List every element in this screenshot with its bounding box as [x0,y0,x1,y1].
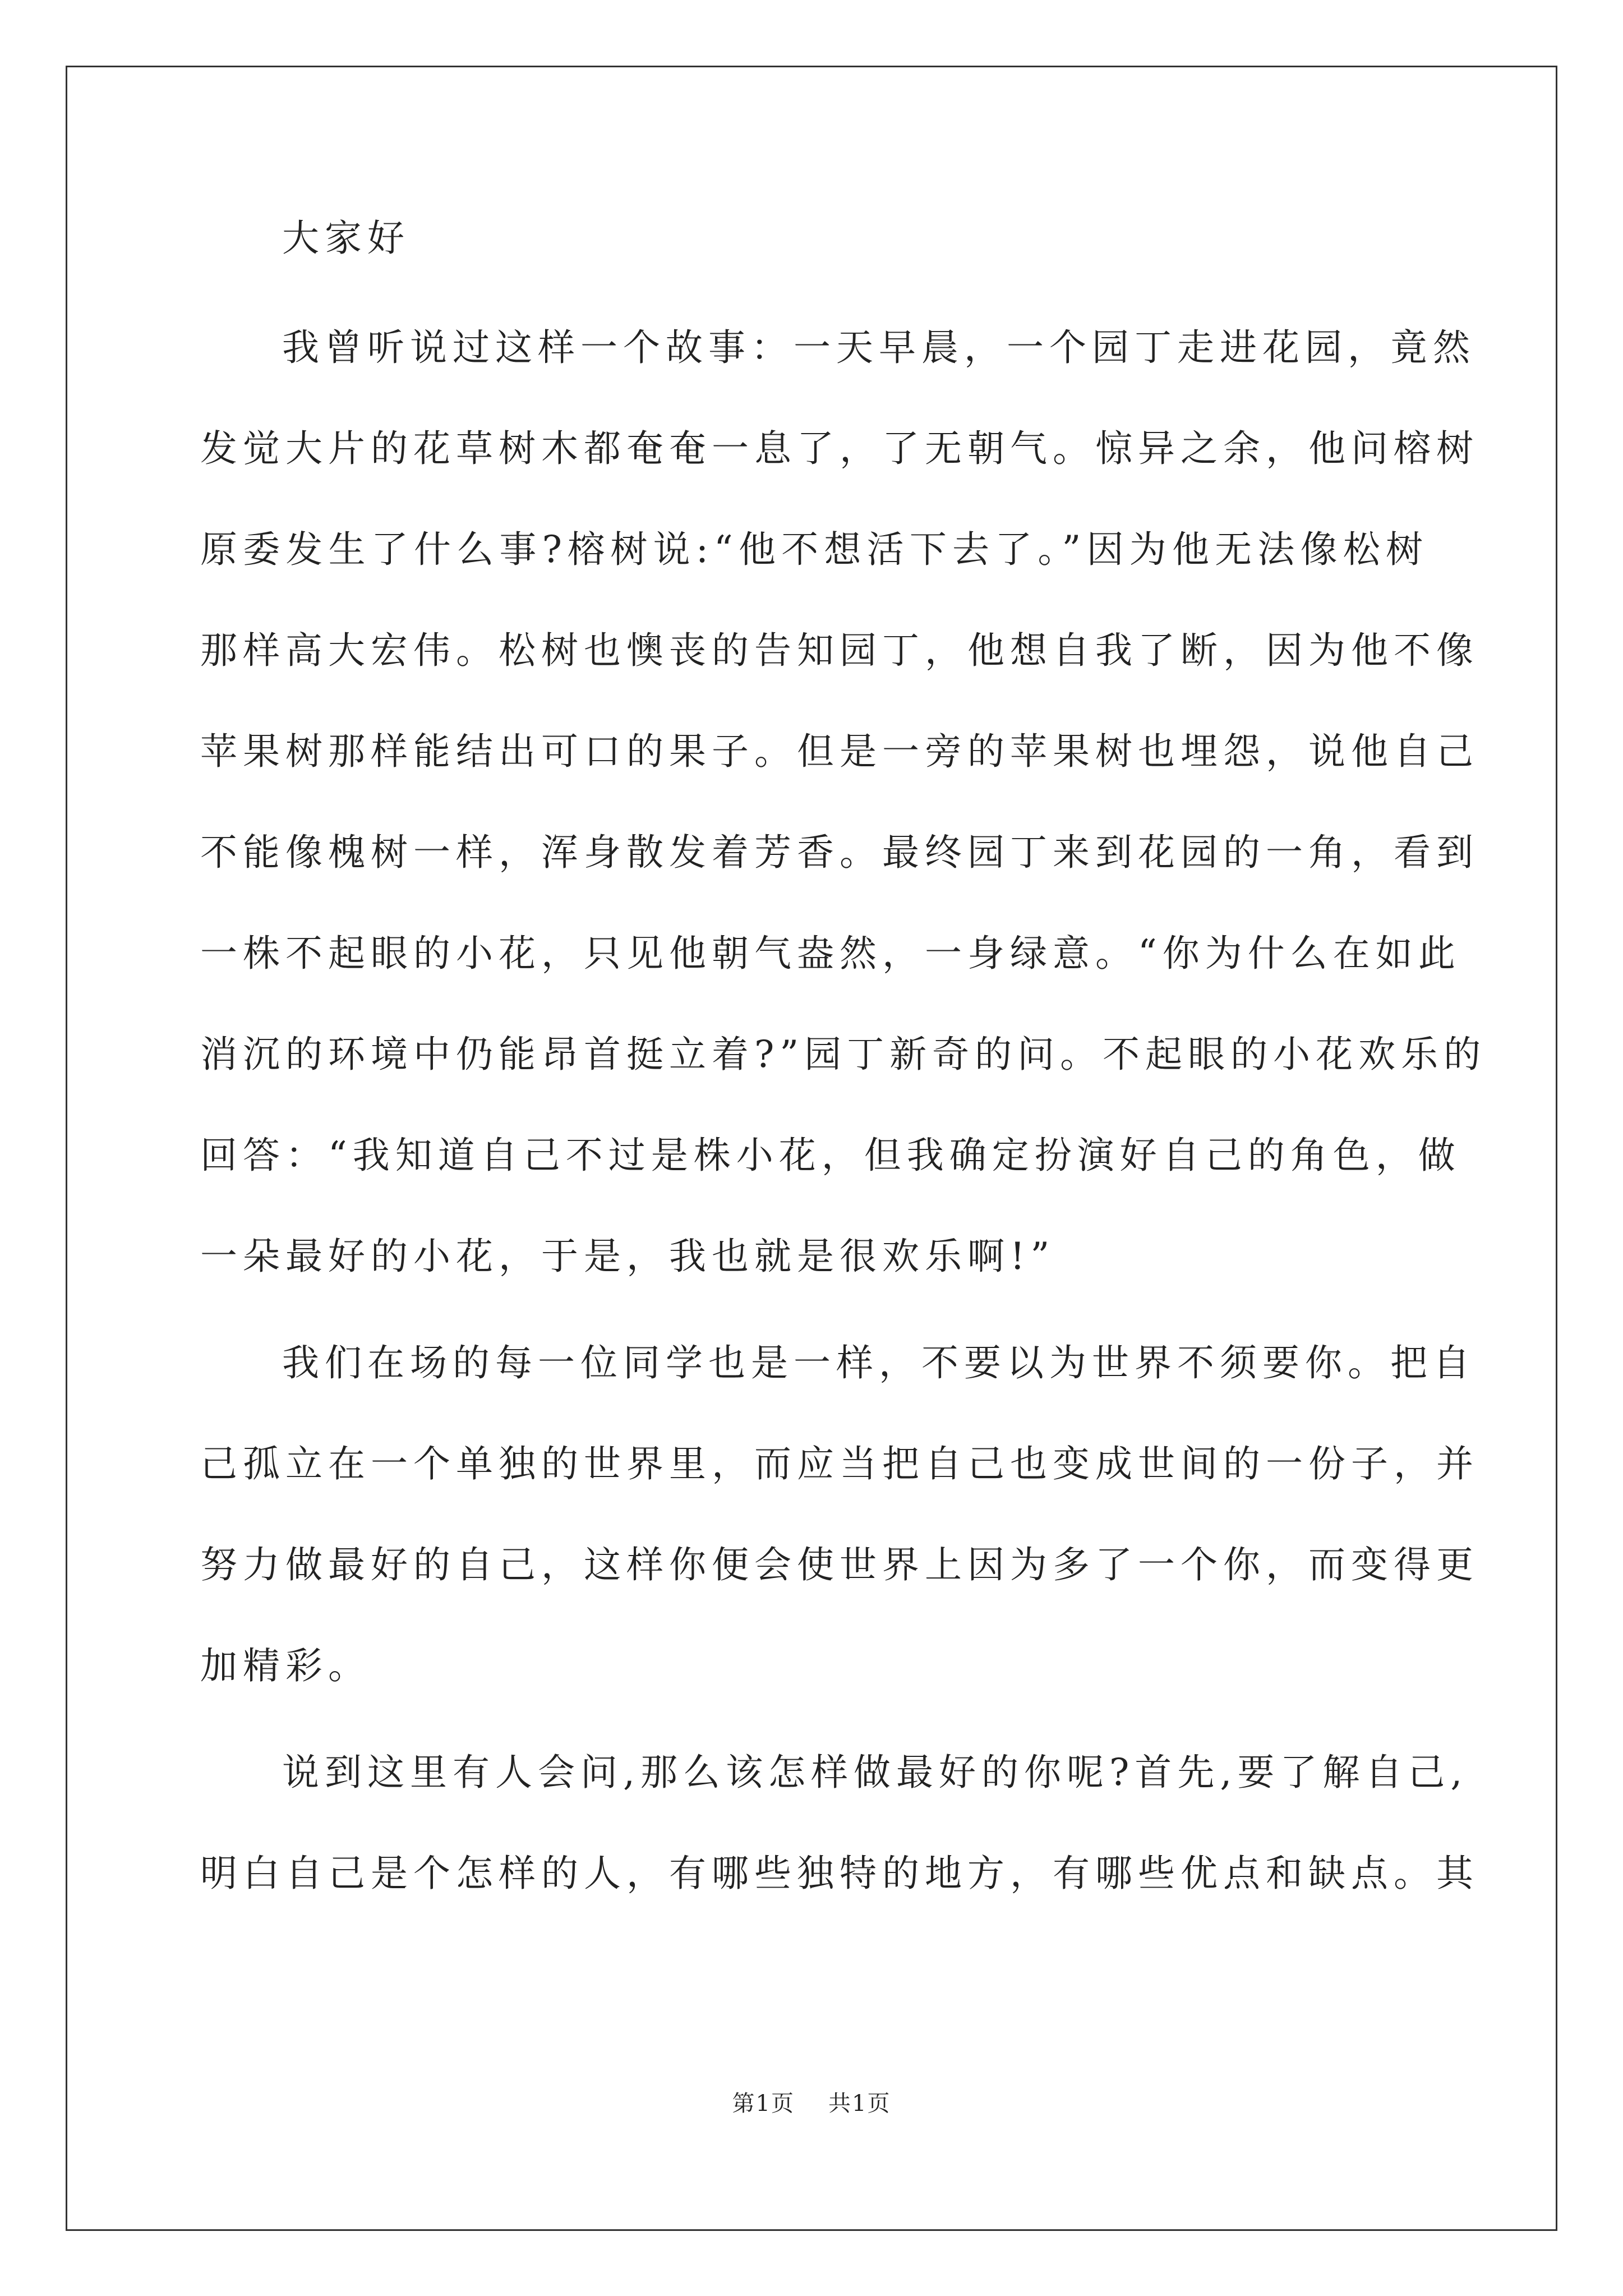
paragraph-line: 苹果树那样能结出可口的果子。但是一旁的苹果树也埋怨，说他自己 [200,730,1479,773]
paragraph-line: 我们在场的每一位同学也是一样，不要以为世界不须要你。把自 [282,1341,1476,1384]
paragraph-line: 加精彩。 [200,1644,371,1687]
paragraph-line: 一朵最好的小花，于是，我也就是很欢乐啊!” [200,1235,1055,1278]
paragraph-line: 原委发生了什么事?榕树说:“他不想活下去了。”因为他无法像松树 [200,528,1428,571]
paragraph-line: 说到这里有人会问,那么该怎样做最好的你呢?首先,要了解自己, [282,1751,1468,1794]
paragraph-line: 回答：“我知道自己不过是株小花，但我确定扮演好自己的角色，做 [200,1134,1461,1177]
paragraph-line: 不能像槐树一样，浑身散发着芳香。最终园丁来到花园的一角，看到 [200,831,1479,874]
paragraph-line: 努力做最好的自己，这样你便会使世界上因为多了一个你，而变得更 [200,1543,1479,1586]
paragraph-line: 发觉大片的花草树木都奄奄一息了，了无朝气。惊异之余，他问榕树 [200,427,1479,470]
paragraph-line: 消沉的环境中仍能昂首挺立着?”园丁新奇的问。不起眼的小花欢乐的 [200,1033,1487,1076]
paragraph-line: 一株不起眼的小花，只见他朝气盎然，一身绿意。“你为什么在如此 [200,932,1461,975]
page-footer [0,2090,1623,2118]
greeting-line: 大家好 [282,217,410,260]
paragraph-line: 己孤立在一个单独的世界里，而应当把自己也变成世间的一份子，并 [200,1442,1479,1485]
page-number: 第1页 [732,2091,795,2116]
page-total: 共1页 [828,2091,891,2116]
paragraph-line: 那样高大宏伟。松树也懊丧的告知园丁，他想自我了断，因为他不像 [200,629,1479,672]
paragraph-line: 明白自己是个怎样的人，有哪些独特的地方，有哪些优点和缺点。其 [200,1852,1479,1895]
paragraph-line: 我曾听说过这样一个故事：一天早晨，一个园丁走进花园，竟然 [282,326,1476,369]
